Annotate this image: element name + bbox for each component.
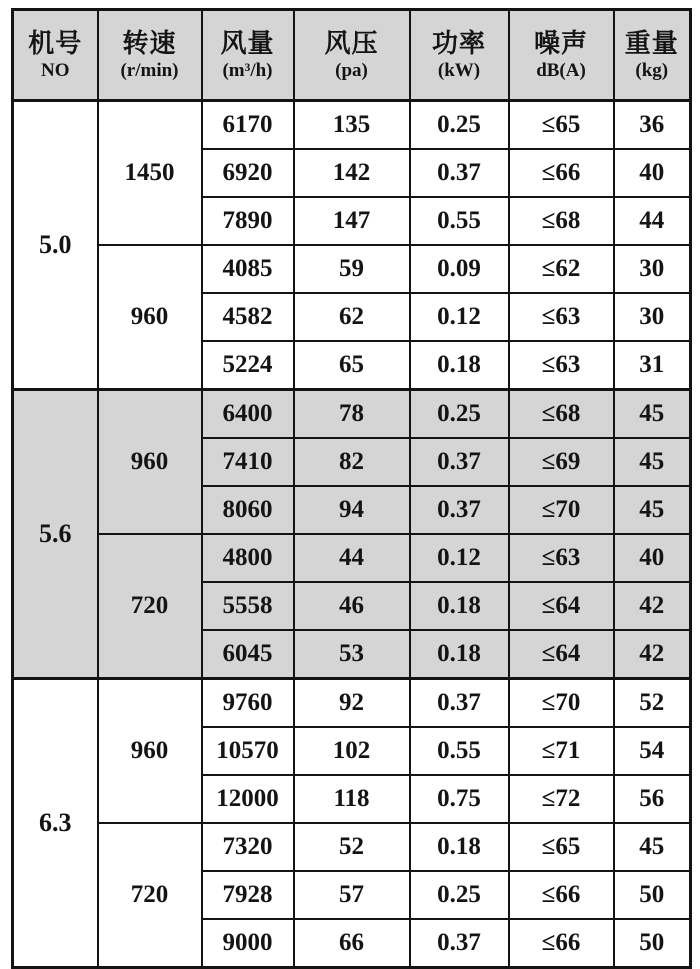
column-header-3 [294, 10, 410, 101]
weight-cell: 36 [614, 101, 691, 150]
airflow-cell: 6045 [202, 630, 294, 679]
column-header-unit: (m³/h) [222, 59, 273, 81]
power-cell: 0.12 [410, 293, 509, 341]
pressure-cell: 59 [294, 245, 410, 293]
noise-cell: ≤63 [509, 534, 614, 582]
weight-cell: 45 [614, 823, 691, 871]
weight-cell: 54 [614, 727, 691, 775]
pressure-cell: 118 [294, 775, 410, 823]
airflow-cell: 7890 [202, 197, 294, 245]
speed-cell: 960 [98, 390, 202, 535]
power-cell: 0.55 [410, 727, 509, 775]
pressure-cell: 46 [294, 582, 410, 630]
noise-cell: ≤72 [509, 775, 614, 823]
table-row [13, 390, 691, 439]
airflow-cell: 7928 [202, 871, 294, 919]
weight-cell: 30 [614, 293, 691, 341]
airflow-cell: 6170 [202, 101, 294, 150]
column-header-unit: (kW) [437, 59, 481, 81]
column-header-title: 噪声 [533, 28, 588, 58]
noise-cell: ≤65 [509, 823, 614, 871]
pressure-cell: 66 [294, 919, 410, 968]
power-cell: 0.12 [410, 534, 509, 582]
pressure-cell: 82 [294, 438, 410, 486]
noise-cell: ≤65 [509, 101, 614, 150]
column-header-title: 重量 [624, 28, 679, 58]
airflow-cell: 4085 [202, 245, 294, 293]
power-cell: 0.37 [410, 486, 509, 534]
noise-cell: ≤68 [509, 197, 614, 245]
noise-cell: ≤64 [509, 630, 614, 679]
pressure-cell: 135 [294, 101, 410, 150]
table-row [13, 679, 691, 728]
airflow-cell: 12000 [202, 775, 294, 823]
power-cell: 0.18 [410, 582, 509, 630]
table-row [13, 101, 691, 150]
weight-cell: 50 [614, 919, 691, 968]
pressure-cell: 52 [294, 823, 410, 871]
power-cell: 0.25 [410, 101, 509, 150]
airflow-cell: 9000 [202, 919, 294, 968]
noise-cell: ≤62 [509, 245, 614, 293]
noise-cell: ≤71 [509, 727, 614, 775]
column-header-title: 机号 [28, 28, 83, 58]
table-row [13, 245, 691, 293]
speed-cell: 720 [98, 823, 202, 968]
noise-cell: ≤66 [509, 871, 614, 919]
column-header-unit: (pa) [335, 59, 368, 81]
header-row [13, 10, 691, 101]
noise-cell: ≤63 [509, 293, 614, 341]
machine-no-cell: 5.0 [13, 101, 98, 390]
power-cell: 0.37 [410, 438, 509, 486]
weight-cell: 45 [614, 390, 691, 439]
column-header-unit: dB(A) [536, 59, 586, 81]
noise-cell: ≤68 [509, 390, 614, 439]
pressure-cell: 142 [294, 149, 410, 197]
noise-cell: ≤70 [509, 486, 614, 534]
column-header-5 [509, 10, 614, 101]
airflow-cell: 4800 [202, 534, 294, 582]
airflow-cell: 6400 [202, 390, 294, 439]
pressure-cell: 102 [294, 727, 410, 775]
weight-cell: 45 [614, 438, 691, 486]
power-cell: 0.09 [410, 245, 509, 293]
machine-no-cell: 5.6 [13, 390, 98, 679]
airflow-cell: 5558 [202, 582, 294, 630]
power-cell: 0.55 [410, 197, 509, 245]
speed-cell: 960 [98, 679, 202, 824]
column-header-unit: (r/min) [120, 59, 179, 81]
column-header-title: 风压 [324, 28, 379, 58]
weight-cell: 42 [614, 630, 691, 679]
power-cell: 0.18 [410, 823, 509, 871]
fan-spec-table [11, 8, 692, 969]
pressure-cell: 92 [294, 679, 410, 728]
airflow-cell: 7320 [202, 823, 294, 871]
pressure-cell: 147 [294, 197, 410, 245]
noise-cell: ≤63 [509, 341, 614, 390]
column-header-title: 功率 [431, 28, 486, 58]
pressure-cell: 65 [294, 341, 410, 390]
power-cell: 0.37 [410, 149, 509, 197]
table-row [13, 534, 691, 582]
weight-cell: 30 [614, 245, 691, 293]
power-cell: 0.75 [410, 775, 509, 823]
power-cell: 0.18 [410, 341, 509, 390]
power-cell: 0.37 [410, 919, 509, 968]
pressure-cell: 78 [294, 390, 410, 439]
airflow-cell: 9760 [202, 679, 294, 728]
weight-cell: 42 [614, 582, 691, 630]
weight-cell: 56 [614, 775, 691, 823]
speed-cell: 960 [98, 245, 202, 390]
airflow-cell: 4582 [202, 293, 294, 341]
column-header-4 [410, 10, 509, 101]
column-header-unit: (kg) [635, 59, 669, 81]
column-header-2 [202, 10, 294, 101]
power-cell: 0.25 [410, 390, 509, 439]
airflow-cell: 8060 [202, 486, 294, 534]
pressure-cell: 44 [294, 534, 410, 582]
speed-cell: 720 [98, 534, 202, 679]
power-cell: 0.37 [410, 679, 509, 728]
weight-cell: 40 [614, 149, 691, 197]
airflow-cell: 5224 [202, 341, 294, 390]
airflow-cell: 6920 [202, 149, 294, 197]
weight-cell: 50 [614, 871, 691, 919]
airflow-cell: 7410 [202, 438, 294, 486]
column-header-1 [98, 10, 202, 101]
column-header-0 [13, 10, 98, 101]
weight-cell: 40 [614, 534, 691, 582]
column-header-unit: NO [41, 59, 70, 81]
weight-cell: 44 [614, 197, 691, 245]
column-header-title: 转速 [122, 28, 177, 58]
machine-no-cell: 6.3 [13, 679, 98, 968]
noise-cell: ≤70 [509, 679, 614, 728]
noise-cell: ≤66 [509, 149, 614, 197]
weight-cell: 31 [614, 341, 691, 390]
column-header-title: 风量 [220, 28, 275, 58]
noise-cell: ≤69 [509, 438, 614, 486]
pressure-cell: 94 [294, 486, 410, 534]
airflow-cell: 10570 [202, 727, 294, 775]
weight-cell: 45 [614, 486, 691, 534]
table-row [13, 823, 691, 871]
power-cell: 0.25 [410, 871, 509, 919]
column-header-6 [614, 10, 691, 101]
table-body [13, 101, 691, 968]
pressure-cell: 53 [294, 630, 410, 679]
noise-cell: ≤66 [509, 919, 614, 968]
noise-cell: ≤64 [509, 582, 614, 630]
power-cell: 0.18 [410, 630, 509, 679]
pressure-cell: 62 [294, 293, 410, 341]
pressure-cell: 57 [294, 871, 410, 919]
weight-cell: 52 [614, 679, 691, 728]
speed-cell: 1450 [98, 101, 202, 246]
